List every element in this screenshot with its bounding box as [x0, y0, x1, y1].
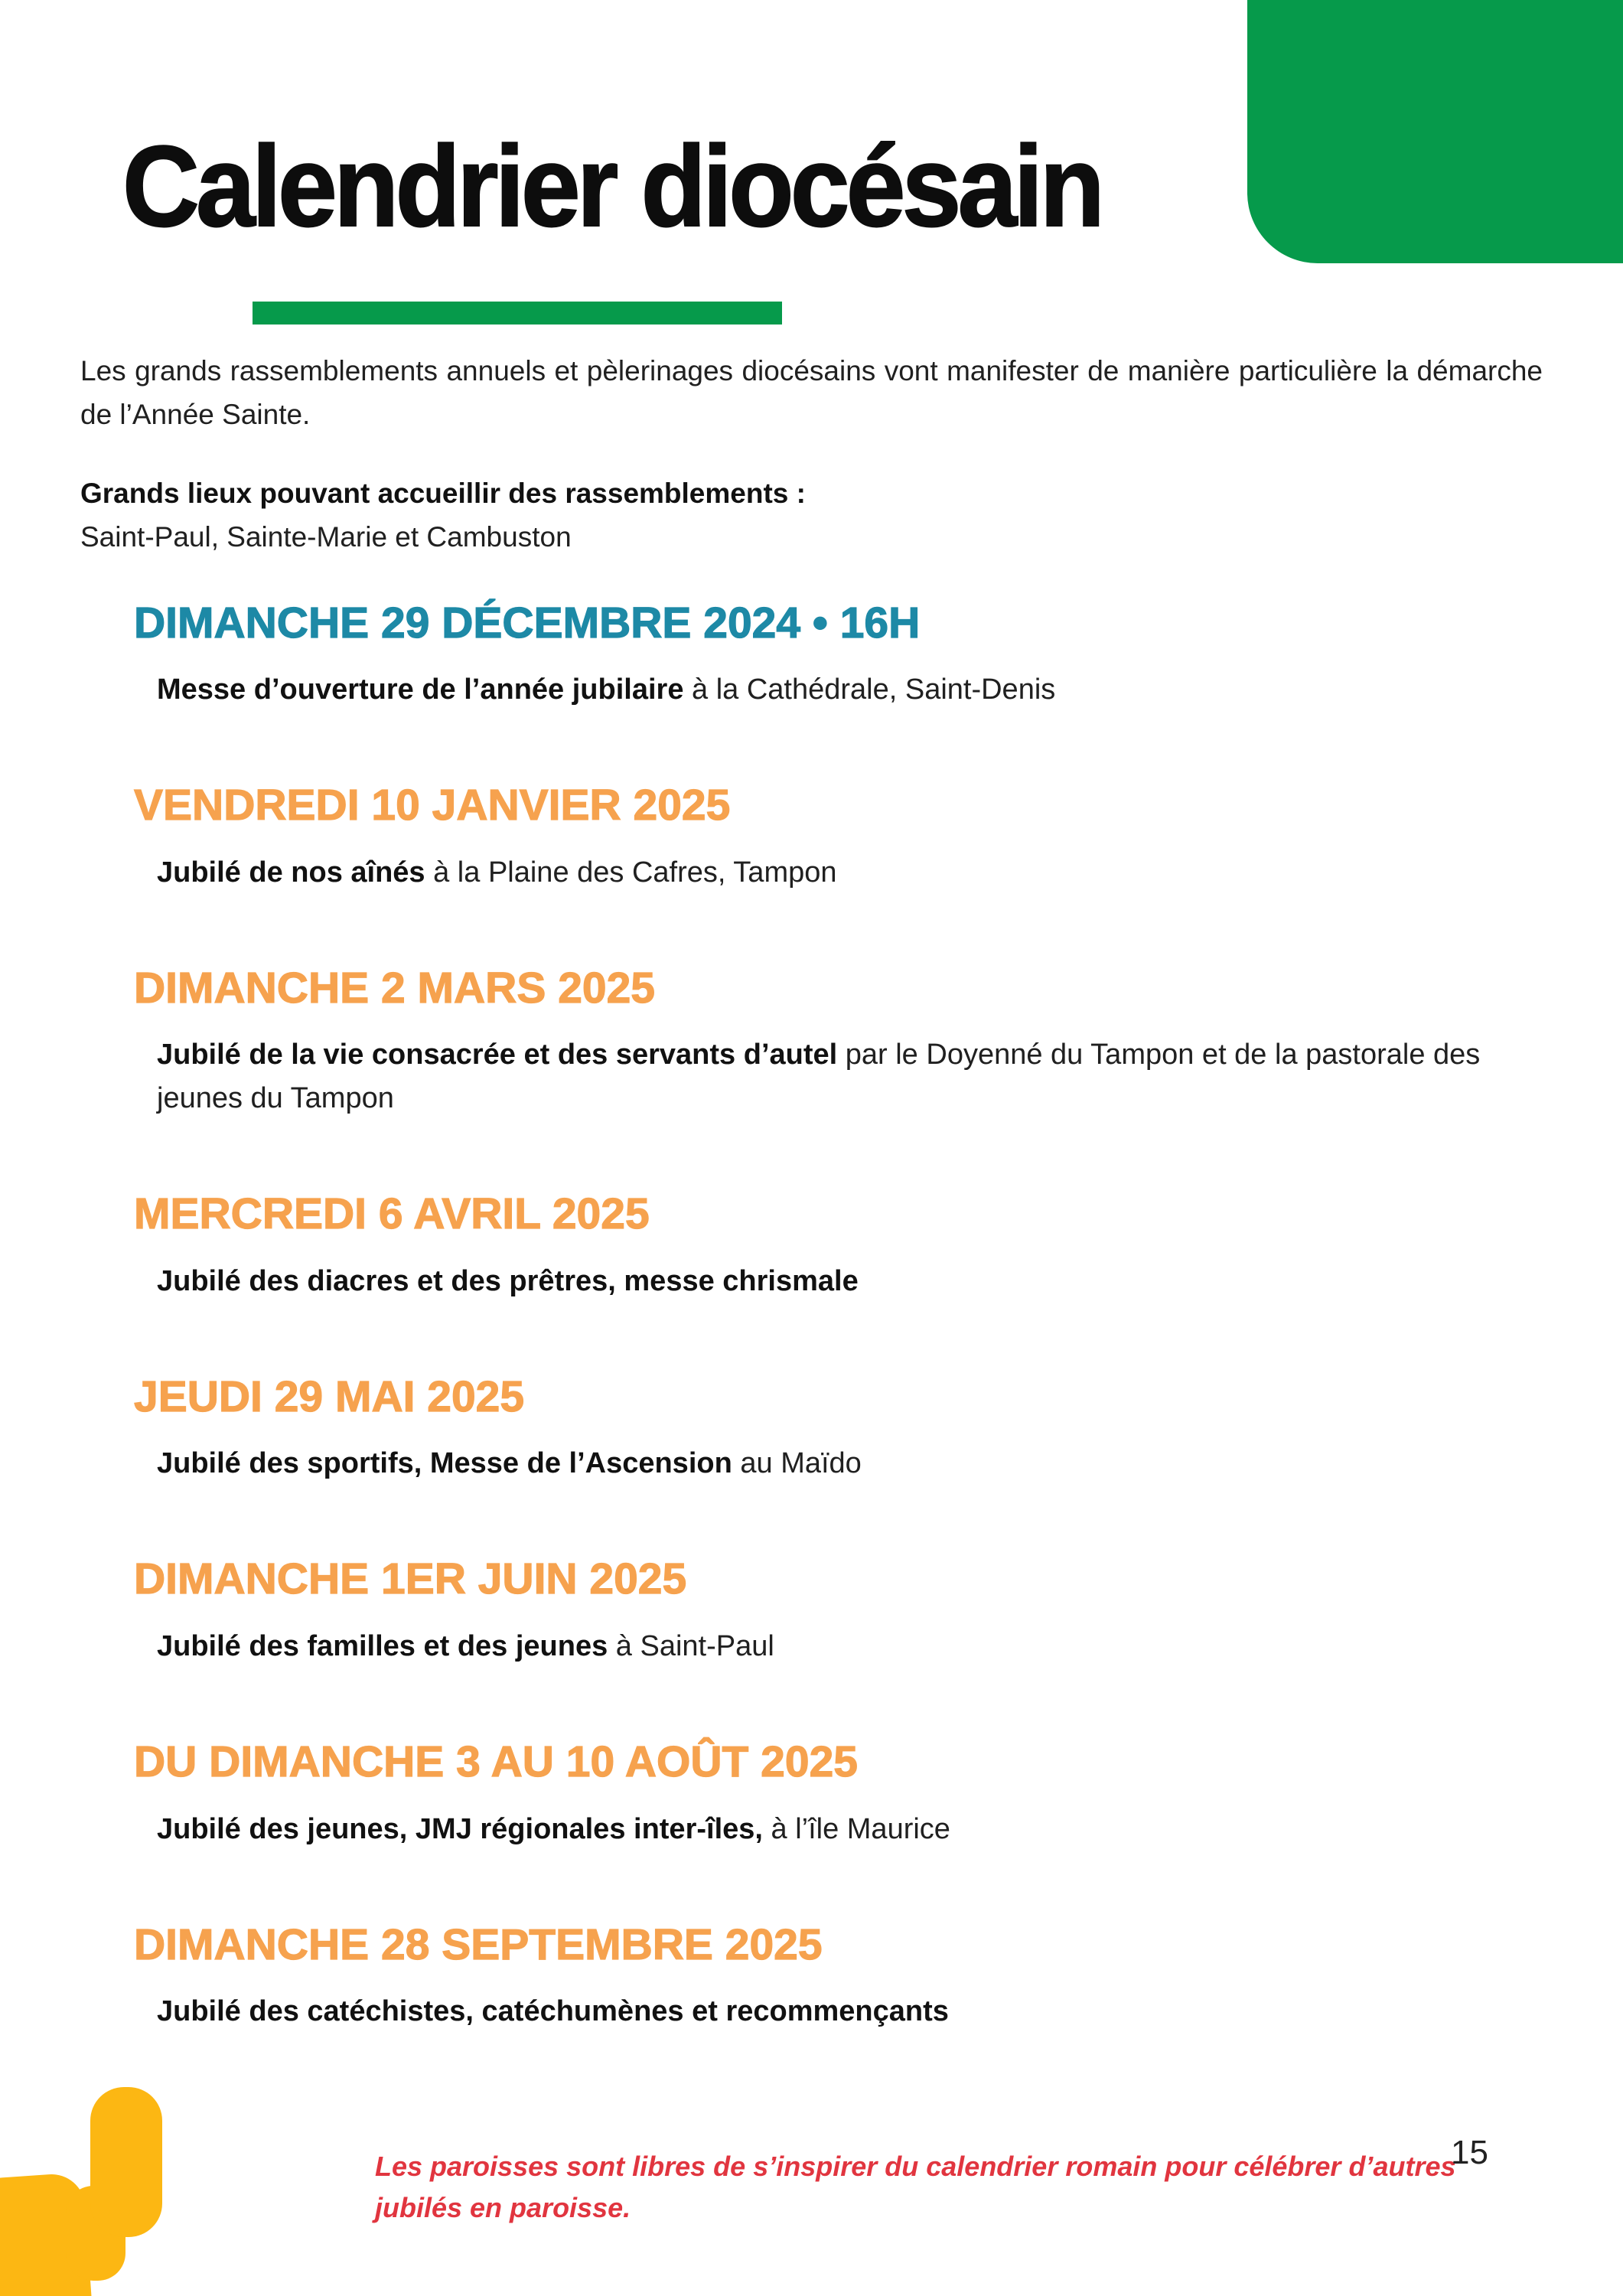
event-date-heading: MERCREDI 6 AVRIL 2025 [134, 1189, 650, 1239]
event-description [157, 851, 1481, 895]
event-item [134, 1737, 1543, 1851]
events-list [134, 598, 1543, 2033]
event-description [157, 1808, 1481, 1851]
event-title-bold: Messe d’ouverture de l’année jubilaire [157, 673, 684, 706]
page-title: Calendrier diocésain [122, 122, 1102, 250]
yellow-pill-decoration [90, 2087, 162, 2237]
event-description [157, 1033, 1481, 1120]
event-description [157, 668, 1481, 712]
event-title-bold: Jubilé des sportifs, Messe de l’Ascension [157, 1447, 732, 1480]
event-description [157, 1442, 1481, 1486]
page-content [80, 0, 1543, 2102]
intro-paragraph: Les grands rassemblements annuels et pèlerinages diocésains vont manifester de manière particulière la démarche de l’Année Sainte. [80, 355, 1543, 431]
event-title-rest: à Saint-Paul [608, 1629, 774, 1662]
title-underline-decoration [253, 302, 782, 325]
event-description [157, 1625, 1481, 1668]
event-item [134, 1554, 1543, 1668]
event-title-bold: Jubilé des jeunes, JMJ régionales inter-îles, [157, 1812, 763, 1845]
event-item [134, 598, 1543, 713]
event-title-bold: Jubilé de la vie consacrée et des servants d’autel [157, 1039, 838, 1071]
event-description [157, 1260, 1481, 1303]
event-title-rest: à la Plaine des Cafres, Tampon [425, 856, 837, 889]
event-date-heading: DU DIMANCHE 3 AU 10 AOÛT 2025 [134, 1737, 858, 1786]
event-item [134, 781, 1543, 895]
event-item [134, 1372, 1543, 1486]
event-date-heading: DIMANCHE 2 MARS 2025 [134, 963, 655, 1013]
event-title-rest: par le Doyenné du Tampon et de la pastorale des jeunes du Tampon [157, 1039, 1481, 1115]
event-date-heading: DIMANCHE 28 SEPTEMBRE 2025 [134, 1919, 823, 1969]
event-title-rest: au Maïdo [732, 1447, 862, 1480]
event-description [157, 1990, 1481, 2033]
event-date-heading: JEUDI 29 MAI 2025 [134, 1371, 525, 1421]
event-title-bold: Jubilé des diacres et des prêtres, messe chrismale [157, 1264, 859, 1297]
event-title-bold: Jubilé des catéchistes, catéchumènes et recommençants [157, 1995, 949, 2028]
event-title-rest: à la Cathédrale, Saint-Denis [683, 673, 1056, 706]
event-date-heading: DIMANCHE 29 DÉCEMBRE 2024 • 16H [134, 598, 921, 647]
event-title-bold: Jubilé des familles et des jeunes [157, 1629, 608, 1662]
event-title-bold: Jubilé de nos aînés [157, 856, 425, 889]
event-item [134, 1189, 1543, 1303]
venues-list: Saint-Paul, Sainte-Marie et Cambuston [80, 521, 572, 553]
event-item [134, 964, 1543, 1121]
event-item [134, 1920, 1543, 2034]
footer-note: Les paroisses sont libres de s’inspirer du calendrier romain pour célébrer d’autres jubilés en paroisse. [375, 2151, 1456, 2223]
event-date-heading: VENDREDI 10 JANVIER 2025 [134, 781, 731, 830]
venues-label: Grands lieux pouvant accueillir des rassemblements : [80, 477, 806, 509]
event-title-rest: à l’île Maurice [762, 1812, 950, 1845]
event-date-heading: DIMANCHE 1ER JUIN 2025 [134, 1554, 687, 1604]
page-number: 15 [1451, 2134, 1488, 2171]
